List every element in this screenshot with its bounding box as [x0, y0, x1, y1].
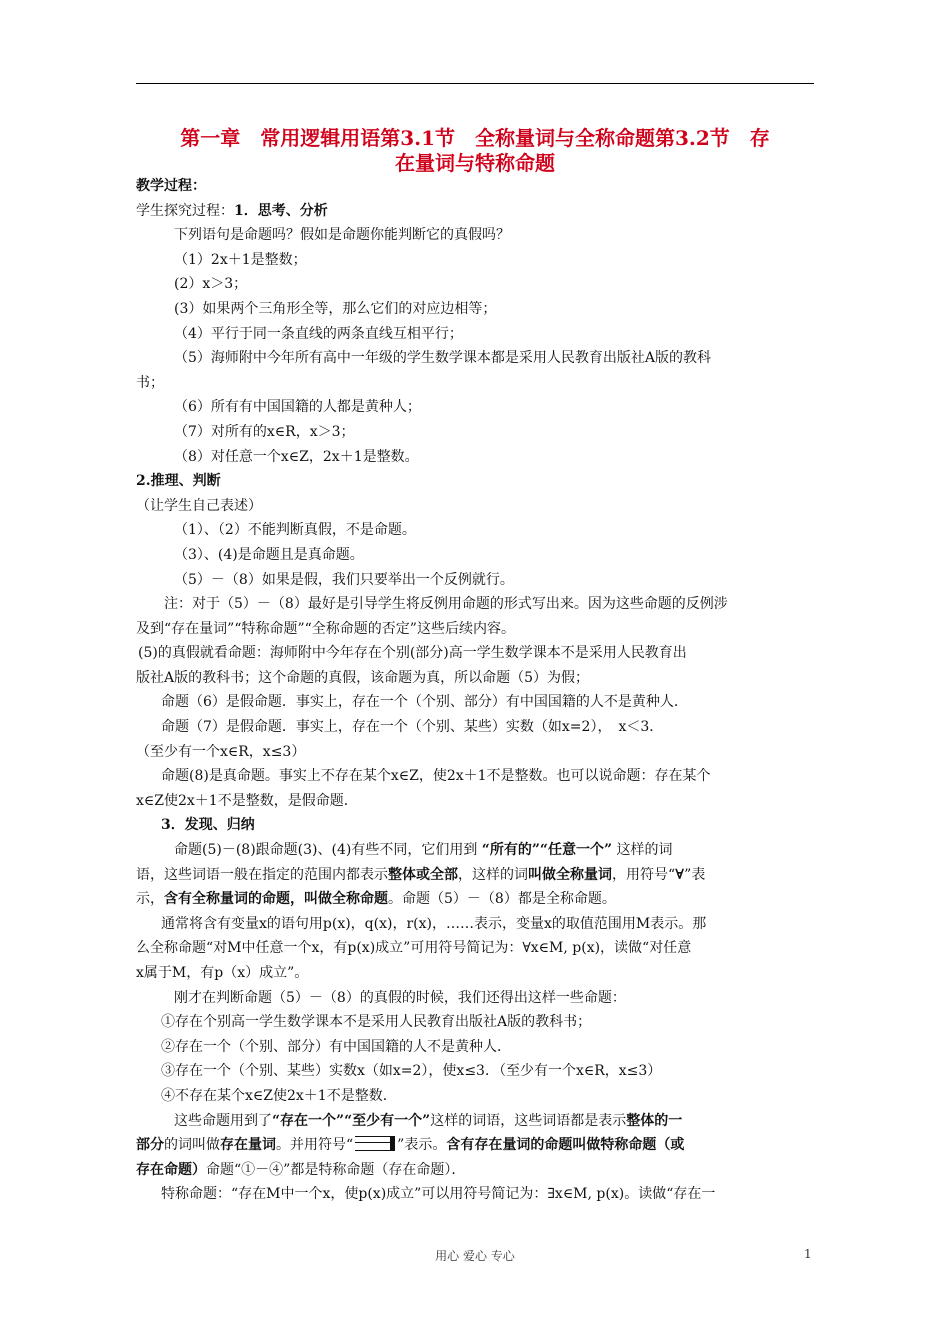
list-item: ③存在一个（个别、某些）实数x（如x=2），使x≤3．（至少有一个x∈R，x≤3）	[161, 1063, 662, 1080]
paragraph-line: 注：对于（5）－（8）最好是引导学生将反例用命题的形式写出来。因为这些命题的反例涉	[164, 596, 728, 613]
list-item: （1）2x＋1是整数；	[174, 251, 307, 268]
section-heading: 3．发现、归纳	[161, 817, 255, 834]
title-line-2: 在量词与特称命题	[395, 151, 555, 175]
paragraph-line: 命题(8)是真命题。事实上不存在某个x∈Z，使2x＋1不是整数。也可以说命题：存在某个	[161, 768, 711, 785]
paragraph-line: （至少有一个x∈R，x≤3）	[136, 743, 306, 760]
list-item: （4）平行于同一条直线的两条直线互相平行；	[174, 325, 463, 342]
paragraph-line: 学生探究过程：1．思考、分析	[136, 202, 328, 219]
paragraph-line: (5)的真假就看命题：海师附中今年存在个别(部分)高一学生数学课本不是采用人民教育出	[138, 645, 687, 662]
section-heading: 2.推理、判断	[136, 473, 221, 490]
paragraph-line: x∈Z使2x＋1不是整数，是假命题．	[136, 792, 358, 809]
paragraph-line: 通常将含有变量x的语句用p(x)，q(x)，r(x)，……表示，变量x的取值范围用M表示。那	[161, 915, 707, 932]
document-body	[136, 174, 816, 1207]
paragraph-line: 及到“存在量词”“特称命题”“全称命题的否定”这些后续内容。	[136, 620, 515, 637]
paragraph-line: （3）、(4)是命题且是真命题。	[174, 546, 364, 563]
list-item: ④不存在某个x∈Z使2x＋1不是整数．	[161, 1087, 397, 1104]
paragraph-line: （让学生自己表述）	[136, 497, 262, 514]
paragraph-line: 刚才在判断命题（5）－（8）的真假的时候，我们还得出这样一些命题：	[174, 989, 626, 1006]
paragraph-line: （5）－（8）如果是假，我们只要举出一个反例就行。	[174, 571, 514, 588]
paragraph-line: 命题（6）是假命题．事实上，存在一个（个别、部分）有中国国籍的人不是黄种人．	[161, 694, 688, 711]
list-item: ①存在个别高一学生数学课本不是采用人民教育出版社A版的教科书；	[161, 1014, 592, 1031]
list-item-continued: 书；	[136, 374, 164, 391]
list-item: （8）对任意一个x∈Z，2x＋1是整数。	[174, 448, 419, 465]
page-number: 1	[804, 1247, 812, 1261]
paragraph-line: 部分的词叫做存在量词。并用符号“ ”表示。含有存在量词的命题叫做特称命题（或	[136, 1137, 685, 1154]
paragraph-line: 命题（7）是假命题．事实上，存在一个（个别、某些）实数（如x=2）， x＜3．	[161, 719, 664, 736]
page-footer: 用心 爱心 专心	[435, 1249, 515, 1263]
section-heading: 教学过程：	[136, 178, 206, 194]
exists-symbol-icon	[355, 1136, 395, 1151]
list-item: ②存在一个（个别、部分）有中国国籍的人不是黄种人．	[161, 1038, 511, 1055]
title-line-1: 第一章 常用逻辑用语第3.1节 全称量词与全称命题第3.2节 存	[180, 126, 770, 150]
paragraph-line: 存在命题）命题“①－④”都是特称命题（存在命题）．	[136, 1161, 466, 1178]
list-item: (3）如果两个三角形全等，那么它们的对应边相等；	[174, 300, 497, 317]
paragraph-line: 下列语句是命题吗？假如是命题你能判断它的真假吗？	[174, 227, 510, 244]
paragraph-line: 语，这些词语一般在指定的范围内都表示整体或全部，这样的词叫做全称量词，用符号“∀”表	[136, 866, 706, 883]
list-item: （7）对所有的x∈R，x＞3；	[174, 423, 355, 440]
paragraph-line: 么全称命题“对M中任意一个x，有p(x)成立”可用符号简记为：∀x∈M, p(x)，读做“对任意	[136, 940, 692, 957]
page-title	[136, 126, 814, 176]
paragraph-line: 这些命题用到了“存在一个”“至少有一个”这样的词语，这些词语都是表示整体的一	[174, 1112, 683, 1129]
paragraph-line: 示，含有全称量词的命题，叫做全称命题。命题（5）－（8）都是全称命题。	[136, 891, 616, 908]
paragraph-line: 版社A版的教科书；这个命题的真假，该命题为真，所以命题（5）为假；	[136, 669, 590, 686]
list-item: （5）海师附中今年所有高中一年级的学生数学课本都是采用人民教育出版社A版的教科	[174, 350, 712, 367]
paragraph-line: （1）、（2）不能判断真假，不是命题。	[174, 522, 416, 539]
paragraph-line: x属于M，有p（x）成立”。	[136, 965, 309, 981]
paragraph-line: 特称命题：“存在M中一个x，使p(x)成立”可以用符号简记为：∃x∈M, p(x)。读做“存在一	[161, 1186, 716, 1203]
list-item: (2）x＞3；	[174, 276, 248, 293]
paragraph-line: 命题(5)－(8)跟命题(3)、(4)有些不同，它们用到 “所有的”“任意一个” 这样的词	[174, 842, 673, 859]
header-rule	[136, 83, 814, 84]
list-item: （6）所有有中国国籍的人都是黄种人；	[174, 399, 421, 416]
